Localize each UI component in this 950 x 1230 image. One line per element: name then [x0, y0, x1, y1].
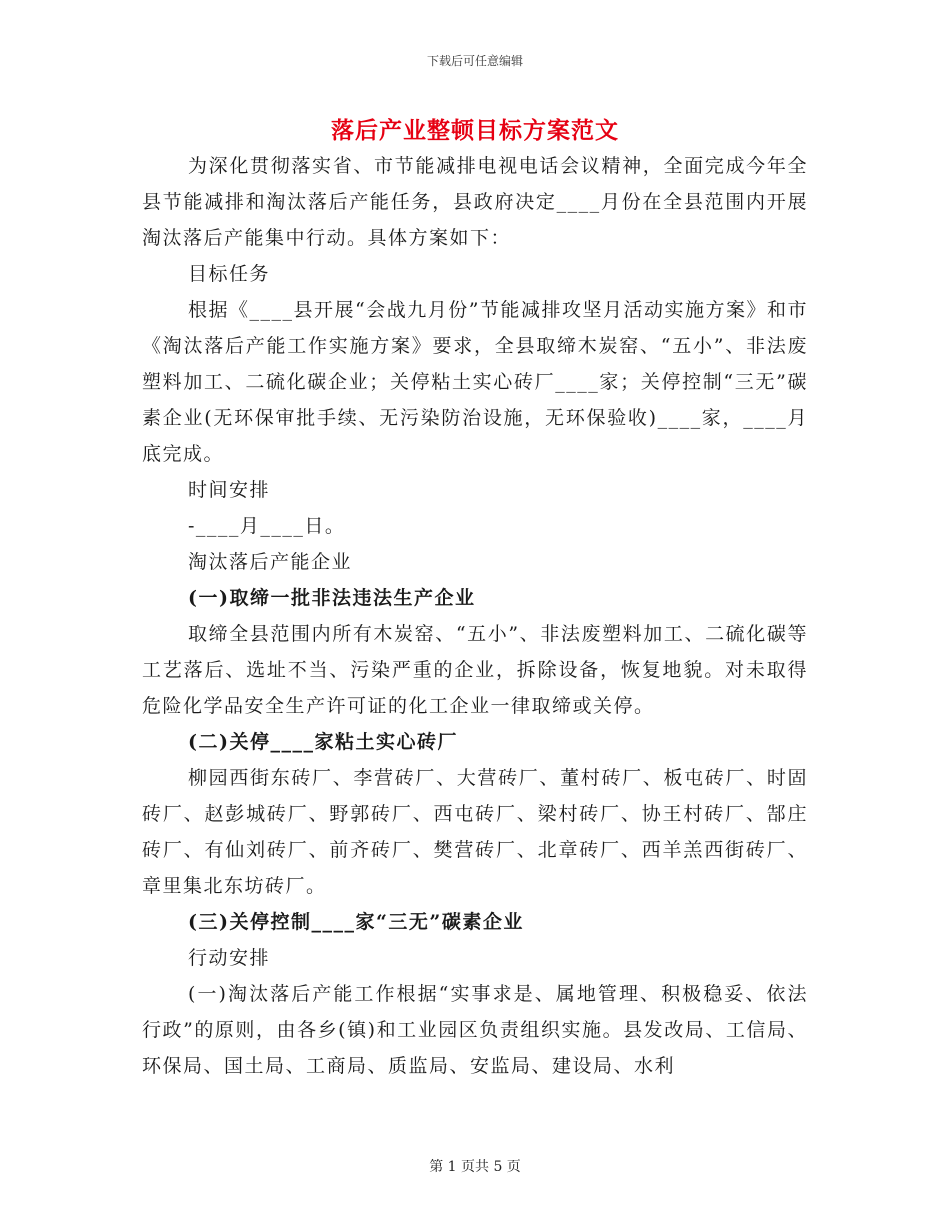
- document-body: [142, 148, 808, 1084]
- goals-paragraph: 根据《____县开展“会战九月份”节能减排攻坚月活动实施方案》和市《淘汰落后产能工作实施方案》要求，全县取缔木炭窑、“五小”、非法废塑料加工、二硫化碳企业；关停粘土实心砖厂____家；关停控制“三无”碳素企业(无环保审批手续、无污染防治设施，无环保验收)____家，____月底完成。: [142, 299, 808, 465]
- page-number: 第 1 页共 5 页: [429, 1159, 521, 1175]
- section-heading-schedule: 时间安排: [188, 479, 271, 501]
- section-heading-goals: 目标任务: [188, 263, 271, 285]
- section-heading-actions: 行动安排: [188, 947, 271, 969]
- document-title: 落后产业整顿目标方案范文: [331, 117, 619, 144]
- subheading-carbon-enterprises: (三)关停控制____家“三无”碳素企业: [188, 911, 524, 933]
- actions-paragraph: (一)淘汰落后产能工作根据“实事求是、属地管理、积极稳妥、依法行政”的原则，由各乡(镇)和工业园区负责组织实施。县发改局、工信局、环保局、国土局、工商局、质监局、安监局、建设局、水利: [142, 983, 808, 1077]
- page-header-note: 下载后可任意编辑: [426, 54, 523, 68]
- schedule-paragraph: -____月____日。: [188, 515, 346, 537]
- intro-paragraph: 为深化贯彻落实省、市节能减排电视电话会议精神，全面完成今年全县节能减排和淘汰落后产能任务，县政府决定____月份在全县范围内开展淘汰落后产能集中行动。具体方案如下：: [142, 155, 808, 249]
- subheading-close-brickworks: (二)关停____家粘土实心砖厂: [188, 731, 458, 753]
- brickworks-list-paragraph: 柳园西街东砖厂、李营砖厂、大营砖厂、董村砖厂、板屯砖厂、时固砖厂、赵彭城砖厂、野郭砖厂、西屯砖厂、梁村砖厂、协王村砖厂、郜庄砖厂、有仙刘砖厂、前齐砖厂、樊营砖厂、北章砖厂、西羊羔西街砖厂、章里集北东坊砖厂。: [142, 767, 808, 897]
- ban-illegal-paragraph: 取缔全县范围内所有木炭窑、“五小”、非法废塑料加工、二硫化碳等工艺落后、选址不当、污染严重的企业，拆除设备，恢复地貌。对未取得危险化学品安全生产许可证的化工企业一律取缔或关停。: [142, 623, 808, 717]
- section-heading-enterprises: 淘汰落后产能企业: [188, 551, 353, 573]
- subheading-ban-illegal: (一)取缔一批非法违法生产企业: [188, 587, 476, 609]
